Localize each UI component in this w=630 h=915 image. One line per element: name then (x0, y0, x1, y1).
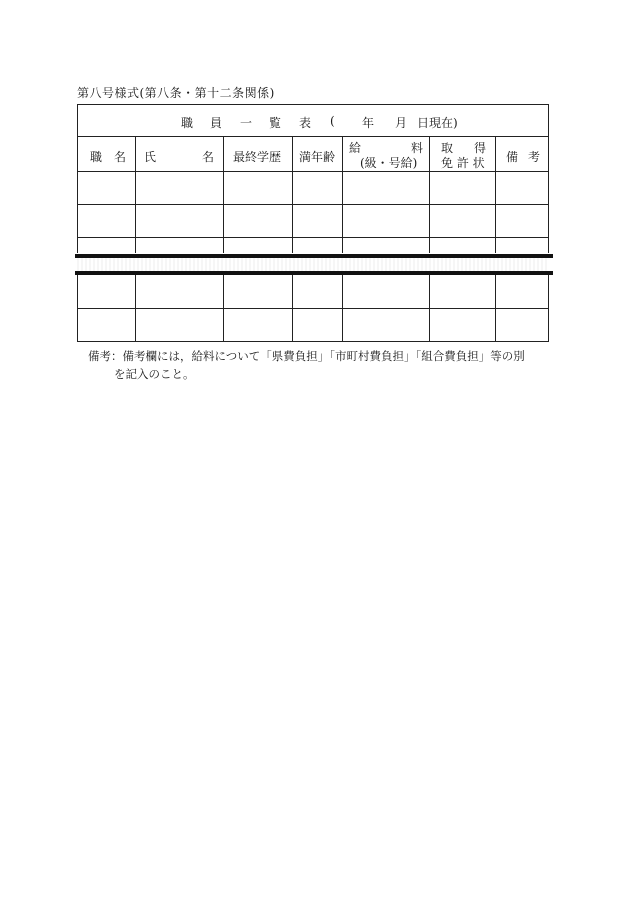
title-char-hyo: 表 (299, 116, 312, 130)
table-cell[interactable] (293, 172, 343, 205)
table-cell[interactable] (224, 238, 293, 253)
table-cell[interactable] (224, 309, 293, 342)
header-menkyo: 取 得 免 許 状 (430, 137, 496, 172)
table-cell[interactable] (293, 275, 343, 309)
remarks-note (88, 347, 525, 383)
table-cell[interactable] (496, 205, 548, 238)
title-char-ran: 覧 (269, 116, 282, 130)
header-nenrei: 満年齢 (293, 137, 343, 172)
header-biko: 備 考 (496, 137, 548, 172)
table-cell[interactable] (224, 172, 293, 205)
table-cell[interactable] (293, 309, 343, 342)
header-shimei: 氏 名 (136, 137, 224, 172)
title-open-paren: ( (330, 114, 335, 128)
table-cell[interactable] (224, 205, 293, 238)
header-shokumei: 職 名 (78, 137, 136, 172)
table-cell[interactable] (430, 205, 496, 238)
table-cell[interactable] (136, 309, 224, 342)
table-cell[interactable] (78, 238, 136, 253)
table-cell[interactable] (293, 205, 343, 238)
title-month-field: 月 (395, 116, 408, 130)
remarks-line-2: を記入のこと。 (114, 367, 195, 381)
table-cell[interactable] (78, 172, 136, 205)
header-gakureki: 最終学歴 (224, 137, 293, 172)
table-cell[interactable] (224, 275, 293, 309)
title-year-field: 年 (362, 116, 375, 130)
table-cell[interactable] (343, 238, 430, 253)
title-char-shoku: 職 (181, 116, 194, 130)
table-cell[interactable] (496, 238, 548, 253)
table-cell[interactable] (136, 238, 224, 253)
table-cell[interactable] (78, 309, 136, 342)
table-cell[interactable] (496, 172, 548, 205)
table-cell[interactable] (136, 172, 224, 205)
table-cell[interactable] (78, 205, 136, 238)
table-cell[interactable] (343, 172, 430, 205)
remarks-line-1: 備考：備考欄には，給料について「県費負担」「市町村費負担」「組合費負担」等の別 (88, 349, 525, 363)
table-cell[interactable] (343, 275, 430, 309)
table-cell[interactable] (343, 309, 430, 342)
table-cell[interactable] (136, 275, 224, 309)
table-cell[interactable] (343, 205, 430, 238)
title-day-field: 日現在) (417, 116, 458, 130)
table-cell[interactable] (293, 238, 343, 253)
table-cell[interactable] (496, 275, 548, 309)
table-title-row (78, 105, 548, 137)
form-number-label: 第八号様式(第八条・第十二条関係) (77, 86, 275, 100)
table-break-gap (77, 258, 549, 271)
table-cell[interactable] (430, 238, 496, 253)
table-cell[interactable] (430, 172, 496, 205)
title-char-ichi: 一 (240, 116, 253, 130)
table-cell[interactable] (78, 275, 136, 309)
staff-list-table-top (77, 104, 549, 253)
table-cell[interactable] (430, 309, 496, 342)
table-cell[interactable] (496, 309, 548, 342)
table-cell[interactable] (430, 275, 496, 309)
table-cell[interactable] (136, 205, 224, 238)
staff-list-table-bottom (77, 275, 549, 342)
title-char-in: 員 (210, 116, 223, 130)
header-kyuryo: 給 料 (級・号給) (343, 137, 430, 172)
